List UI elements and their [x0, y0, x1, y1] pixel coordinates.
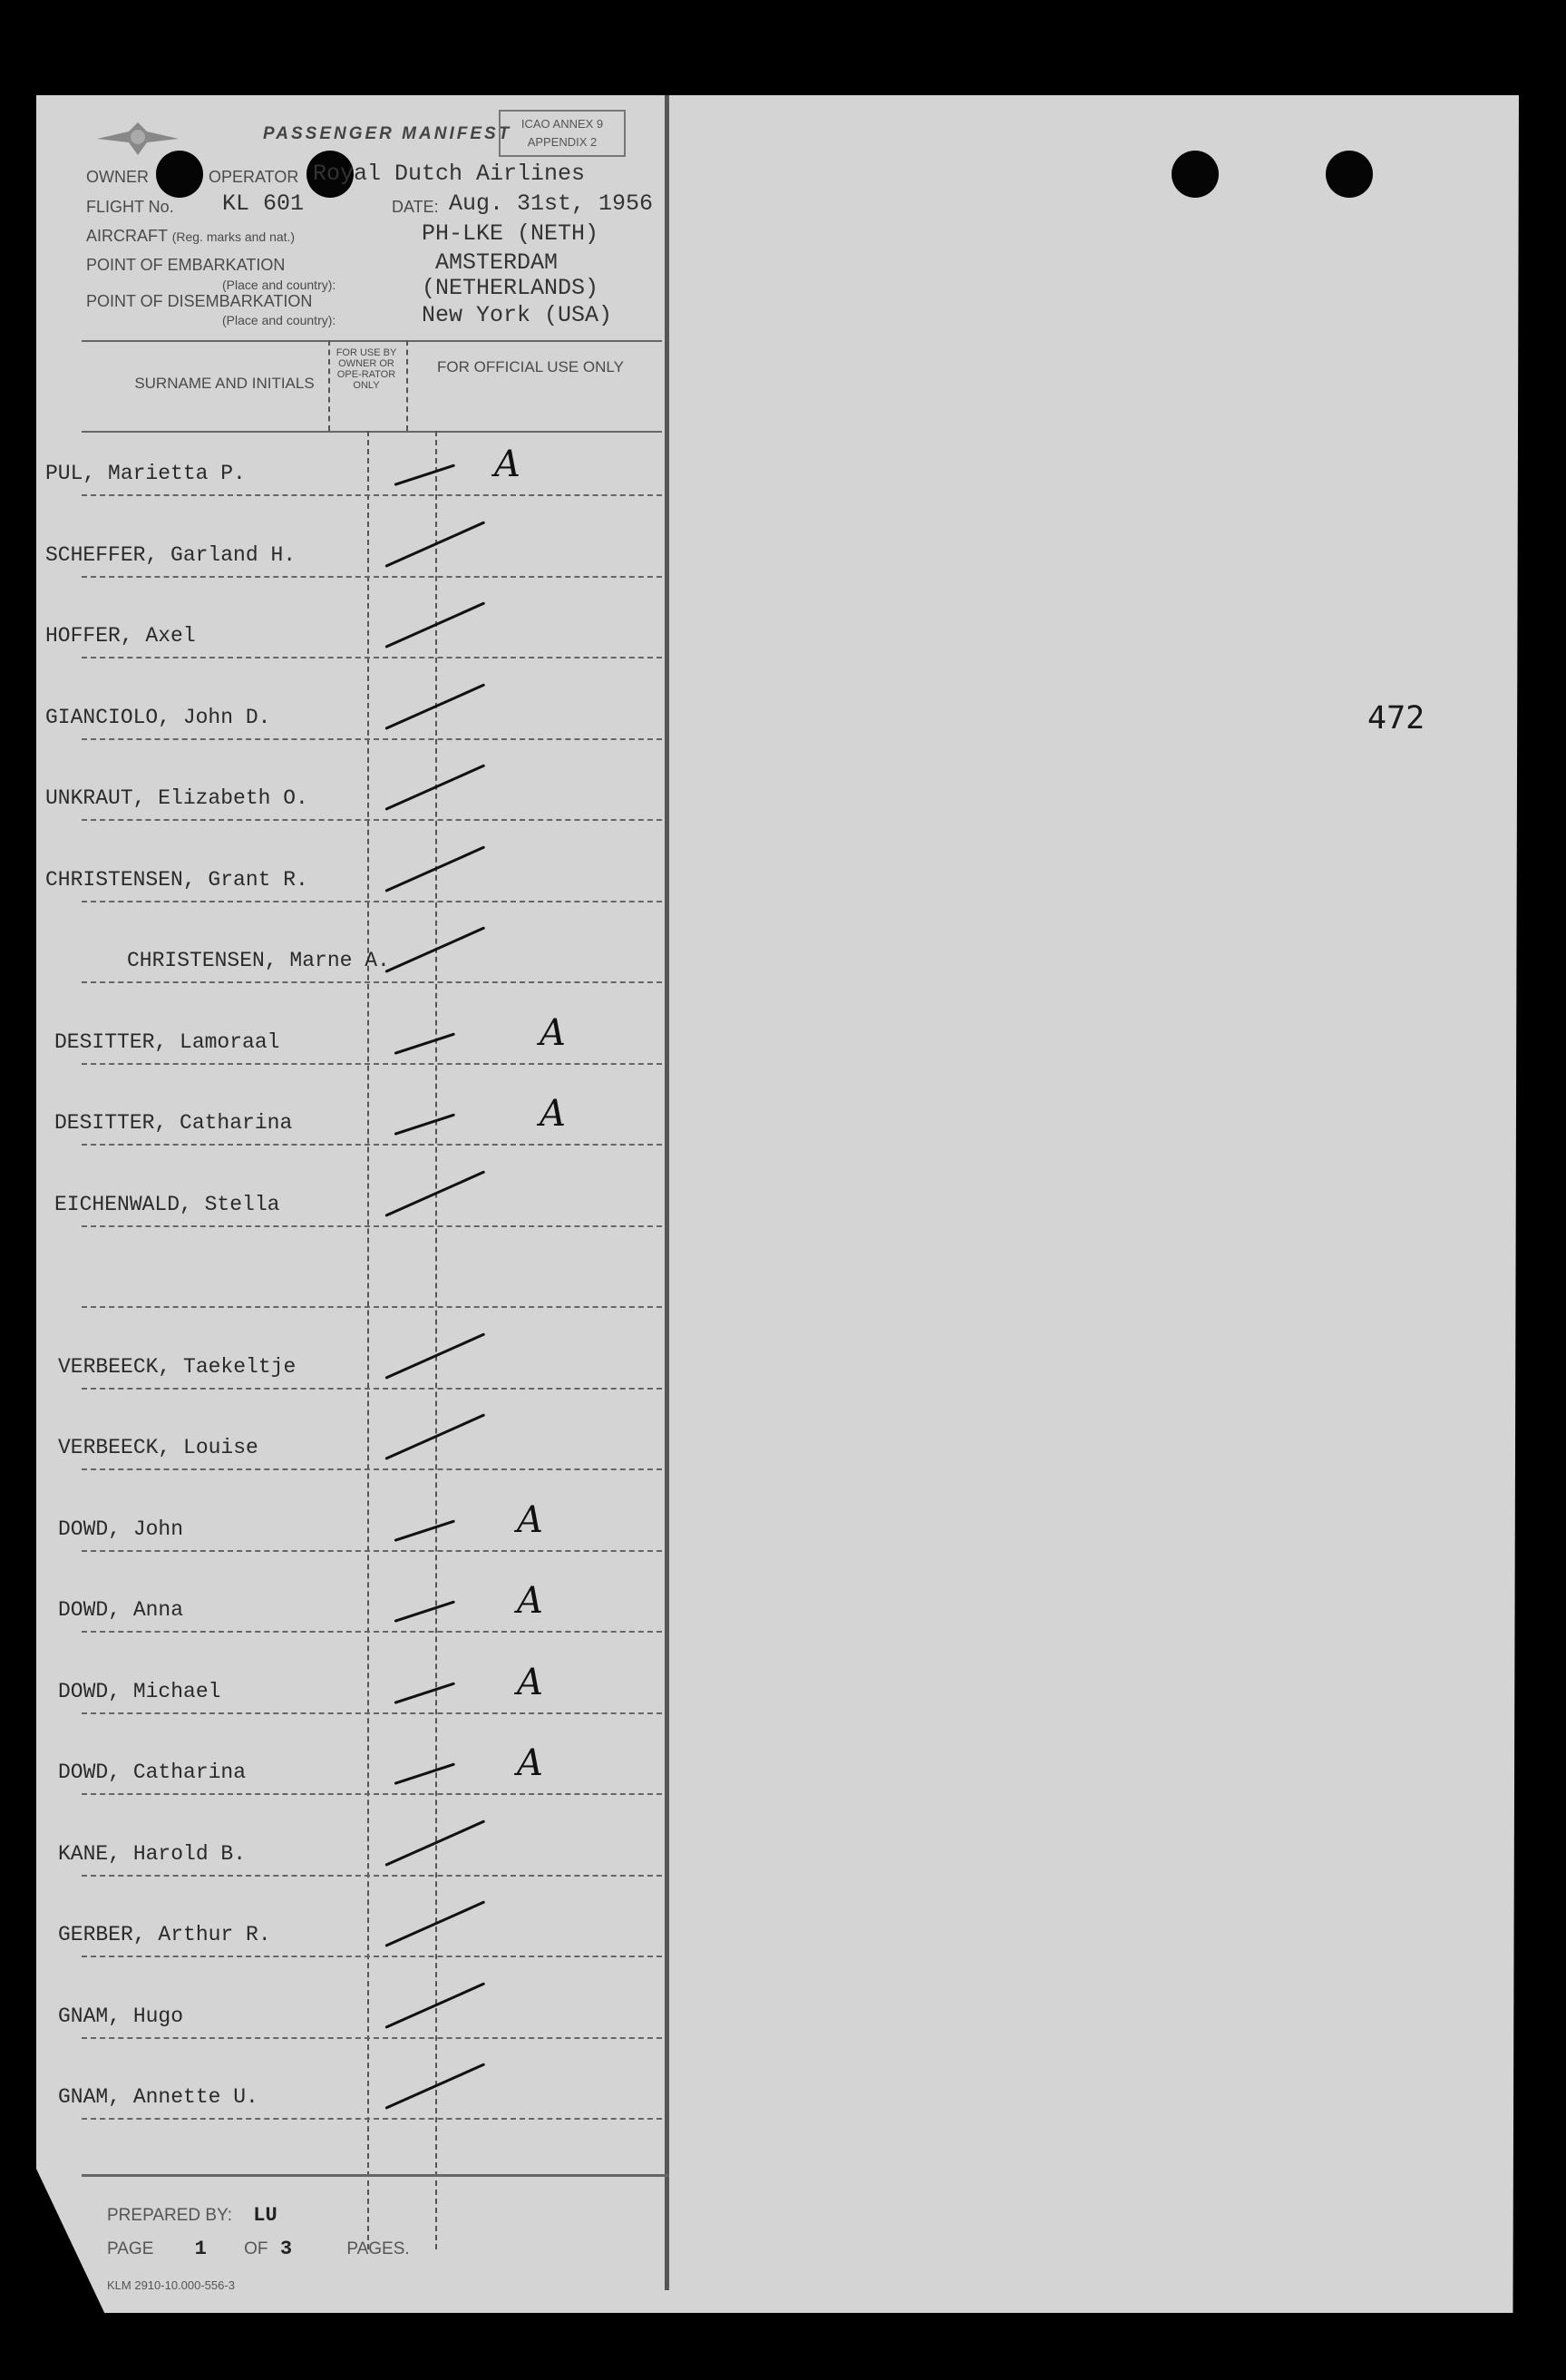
punch-hole [1326, 151, 1373, 198]
row-divider [82, 1468, 662, 1470]
of-value: 3 [279, 2238, 293, 2260]
passenger-name: PUL, Marietta P. [45, 462, 246, 485]
row-divider [82, 576, 662, 578]
row-divider [82, 657, 662, 658]
disembarkation-label: POINT OF DISEMBARKATION [86, 292, 313, 310]
header-divider [82, 340, 662, 342]
row-divider [82, 901, 662, 902]
check-mark [394, 1032, 456, 1054]
passenger-name: SCHEFFER, Garland H. [45, 542, 297, 567]
passenger-name: VERBEECK, Louise [58, 1436, 258, 1459]
document-number: 472 [1367, 700, 1425, 736]
passenger-name: GERBER, Arthur R. [58, 1923, 271, 1946]
row-divider [82, 1875, 662, 1877]
flight-label: FLIGHT No. [86, 198, 174, 216]
row-divider [82, 2118, 662, 2120]
page-label: PAGE [107, 2239, 154, 2258]
official-mark: A [540, 1093, 566, 1135]
aircraft-sub-label: (Reg. marks and nat.) [171, 229, 296, 244]
passenger-name: DOWD, John [58, 1517, 184, 1541]
row-divider [82, 1631, 662, 1633]
official-mark: A [517, 1742, 543, 1784]
embarkation-country: (NETHERLANDS) [422, 275, 599, 301]
manifest-title: PASSENGER MANIFEST [263, 124, 512, 143]
aircraft-value: PH-LKE (NETH) [422, 220, 599, 247]
row-divider [82, 1306, 662, 1308]
disembarkation-sub-label [222, 310, 336, 329]
embarkation-value: AMSTERDAM [435, 249, 559, 276]
passenger-name: HOFFER, Axel [45, 624, 196, 648]
passenger-name: DESITTER, Lamoraal [54, 1029, 280, 1054]
check-mark [394, 1600, 456, 1622]
column-divider [367, 431, 369, 2249]
row-divider [82, 1388, 662, 1390]
row-divider [82, 981, 662, 983]
column-divider [328, 340, 330, 431]
disembarkation-value: New York (USA) [422, 302, 613, 328]
row-divider [82, 2037, 662, 2039]
check-mark [394, 463, 456, 485]
icao-annex: ICAO ANNEX 9 [520, 117, 604, 131]
passenger-name: DOWD, Michael [58, 1679, 221, 1703]
row-divider [82, 819, 662, 821]
check-mark [394, 1113, 456, 1135]
embarkation-sub-label [222, 275, 336, 294]
form-number: KLM 2910-10.000-556-3 [107, 2278, 235, 2292]
official-mark: A [517, 1498, 543, 1541]
prepared-by-label: PREPARED BY: [107, 2206, 232, 2225]
passenger-name: KANE, Harold B. [58, 1841, 247, 1866]
operator-value: Royal Dutch Airlines [313, 161, 586, 187]
official-mark: A [494, 444, 520, 485]
passenger-name: DESITTER, Catharina [54, 1111, 293, 1135]
row-divider [82, 1225, 662, 1227]
row-divider [82, 1144, 662, 1146]
row-divider [82, 738, 662, 740]
pages-label: PAGES. [346, 2239, 410, 2258]
icao-appendix: APPENDIX 2 [527, 135, 598, 149]
passenger-name: DOWD, Catharina [58, 1761, 247, 1784]
surname-column-header: SURNAME AND INITIALS [134, 375, 315, 392]
punch-hole [1172, 151, 1219, 198]
footer-divider [82, 2174, 669, 2177]
passenger-name: UNKRAUT, Elizabeth O. [45, 786, 308, 810]
passenger-name: CHRISTENSEN, Grant R. [45, 867, 308, 892]
manifest-form [36, 95, 666, 2299]
page-value: 1 [194, 2238, 207, 2260]
passenger-name: EICHENWALD, Stella [54, 1192, 280, 1216]
flight-value: KL 601 [222, 190, 305, 217]
passenger-name: GNAM, Hugo [58, 2004, 184, 2028]
page-count [107, 2238, 410, 2260]
aircraft-label-text: AIRCRAFT [86, 227, 168, 245]
check-mark [394, 1762, 456, 1784]
of-label: OF [244, 2239, 268, 2258]
passenger-name: CHRISTENSEN, Marne A. [127, 949, 390, 972]
aircraft-label [86, 227, 295, 246]
embarkation-label: POINT OF EMBARKATION [86, 256, 286, 274]
column-divider [406, 340, 408, 431]
disembarkation-sub-text: (Place and country): [222, 313, 336, 327]
icao-annex-box [499, 110, 626, 157]
passenger-name: VERBEECK, Taekeltje [58, 1354, 297, 1379]
official-mark: A [540, 1011, 566, 1054]
row-divider [82, 1712, 662, 1714]
prepared-by [107, 2204, 277, 2227]
owner-label: OWNER [86, 168, 149, 186]
row-divider [82, 494, 662, 496]
column-header-divider [82, 431, 662, 433]
passenger-name: DOWD, Anna [58, 1598, 184, 1622]
check-mark [394, 1682, 456, 1703]
passenger-name: GNAM, Annette U. [58, 2085, 258, 2109]
official-mark: A [517, 1580, 543, 1622]
airline-crown-logo-icon [92, 119, 183, 161]
date-label: DATE: [392, 198, 439, 216]
official-use-column-header: FOR OFFICIAL USE ONLY [437, 358, 624, 376]
embarkation-sub-text: (Place and country): [222, 278, 336, 292]
row-divider [82, 1550, 662, 1552]
prepared-by-value: LU [253, 2204, 277, 2227]
check-mark [394, 1519, 456, 1541]
row-divider [82, 1063, 662, 1065]
passenger-name: GIANCIOLO, John D. [45, 705, 271, 729]
date-value: Aug. 31st, 1956 [449, 190, 654, 217]
row-divider [82, 1956, 662, 1957]
operator-label: OPERATOR [209, 168, 299, 186]
owner-use-column-header: FOR USE BY OWNER OR OPE-RATOR ONLY [336, 347, 397, 391]
official-mark: A [517, 1661, 543, 1703]
row-divider [82, 1793, 662, 1795]
